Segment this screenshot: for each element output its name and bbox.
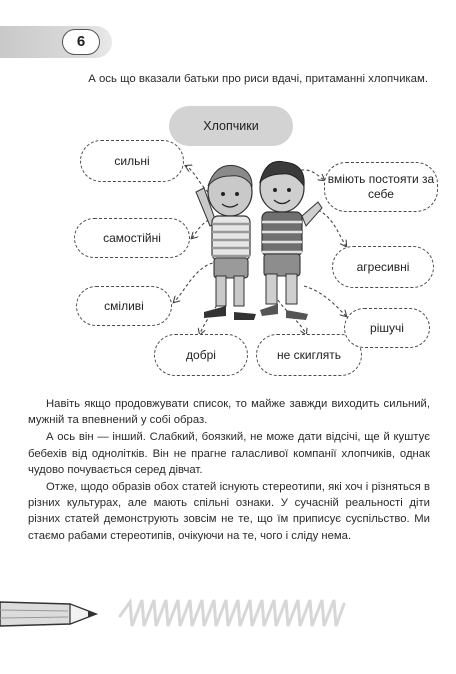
trait-bubble-aggressive: агресивні <box>332 246 434 288</box>
boy-right-figure <box>260 161 322 320</box>
boy-left-figure <box>196 165 256 320</box>
scribble-lines <box>120 600 344 626</box>
trait-bubble-independent: самостійні <box>74 218 190 258</box>
footer-decoration <box>0 580 456 650</box>
intro-text: А ось що вказали батьки про риси вдачі, притаманні хлопчикам. <box>88 73 428 85</box>
paragraph: А ось він — інший. Слабкий, боязкий, не може дати відсічі, ще й куштує бебехів від однолітків. Він не прагне галасливої компанії хлопчиків, однак чудово почувається серед дівчат. <box>28 431 430 476</box>
trait-bubble-kind: добрі <box>154 334 248 376</box>
trait-bubble-no-whining: не скиглять <box>256 334 362 376</box>
pencil-icon <box>0 602 96 626</box>
diagram-title: Хлопчики <box>169 106 293 146</box>
trait-bubble-decisive: рішучі <box>344 308 430 348</box>
body-text <box>28 396 430 544</box>
trait-bubble-strong: сильні <box>80 140 184 182</box>
page-number: 6 <box>62 29 100 55</box>
trait-bubble-brave: сміливі <box>76 286 172 326</box>
paragraph: Отже, щодо образів обох статей існують стереотипи, які хоч і різняться в різних культурах, але мають спільні ознаки. У сучасній реальності діти різних статей демонструють зовсім не те, що їм приписує суспільство. Ми стаємо рабами стереотипів, очікуючи на те, чого і сліду нема. <box>28 481 430 542</box>
paragraph: Навіть якщо продовжувати список, то майже завжди виходить сильний, мужній та впевнений у собі образ. <box>28 398 430 427</box>
boys-illustration <box>186 152 326 332</box>
trait-bubble-stand-up: вміють постояти за себе <box>324 162 438 212</box>
